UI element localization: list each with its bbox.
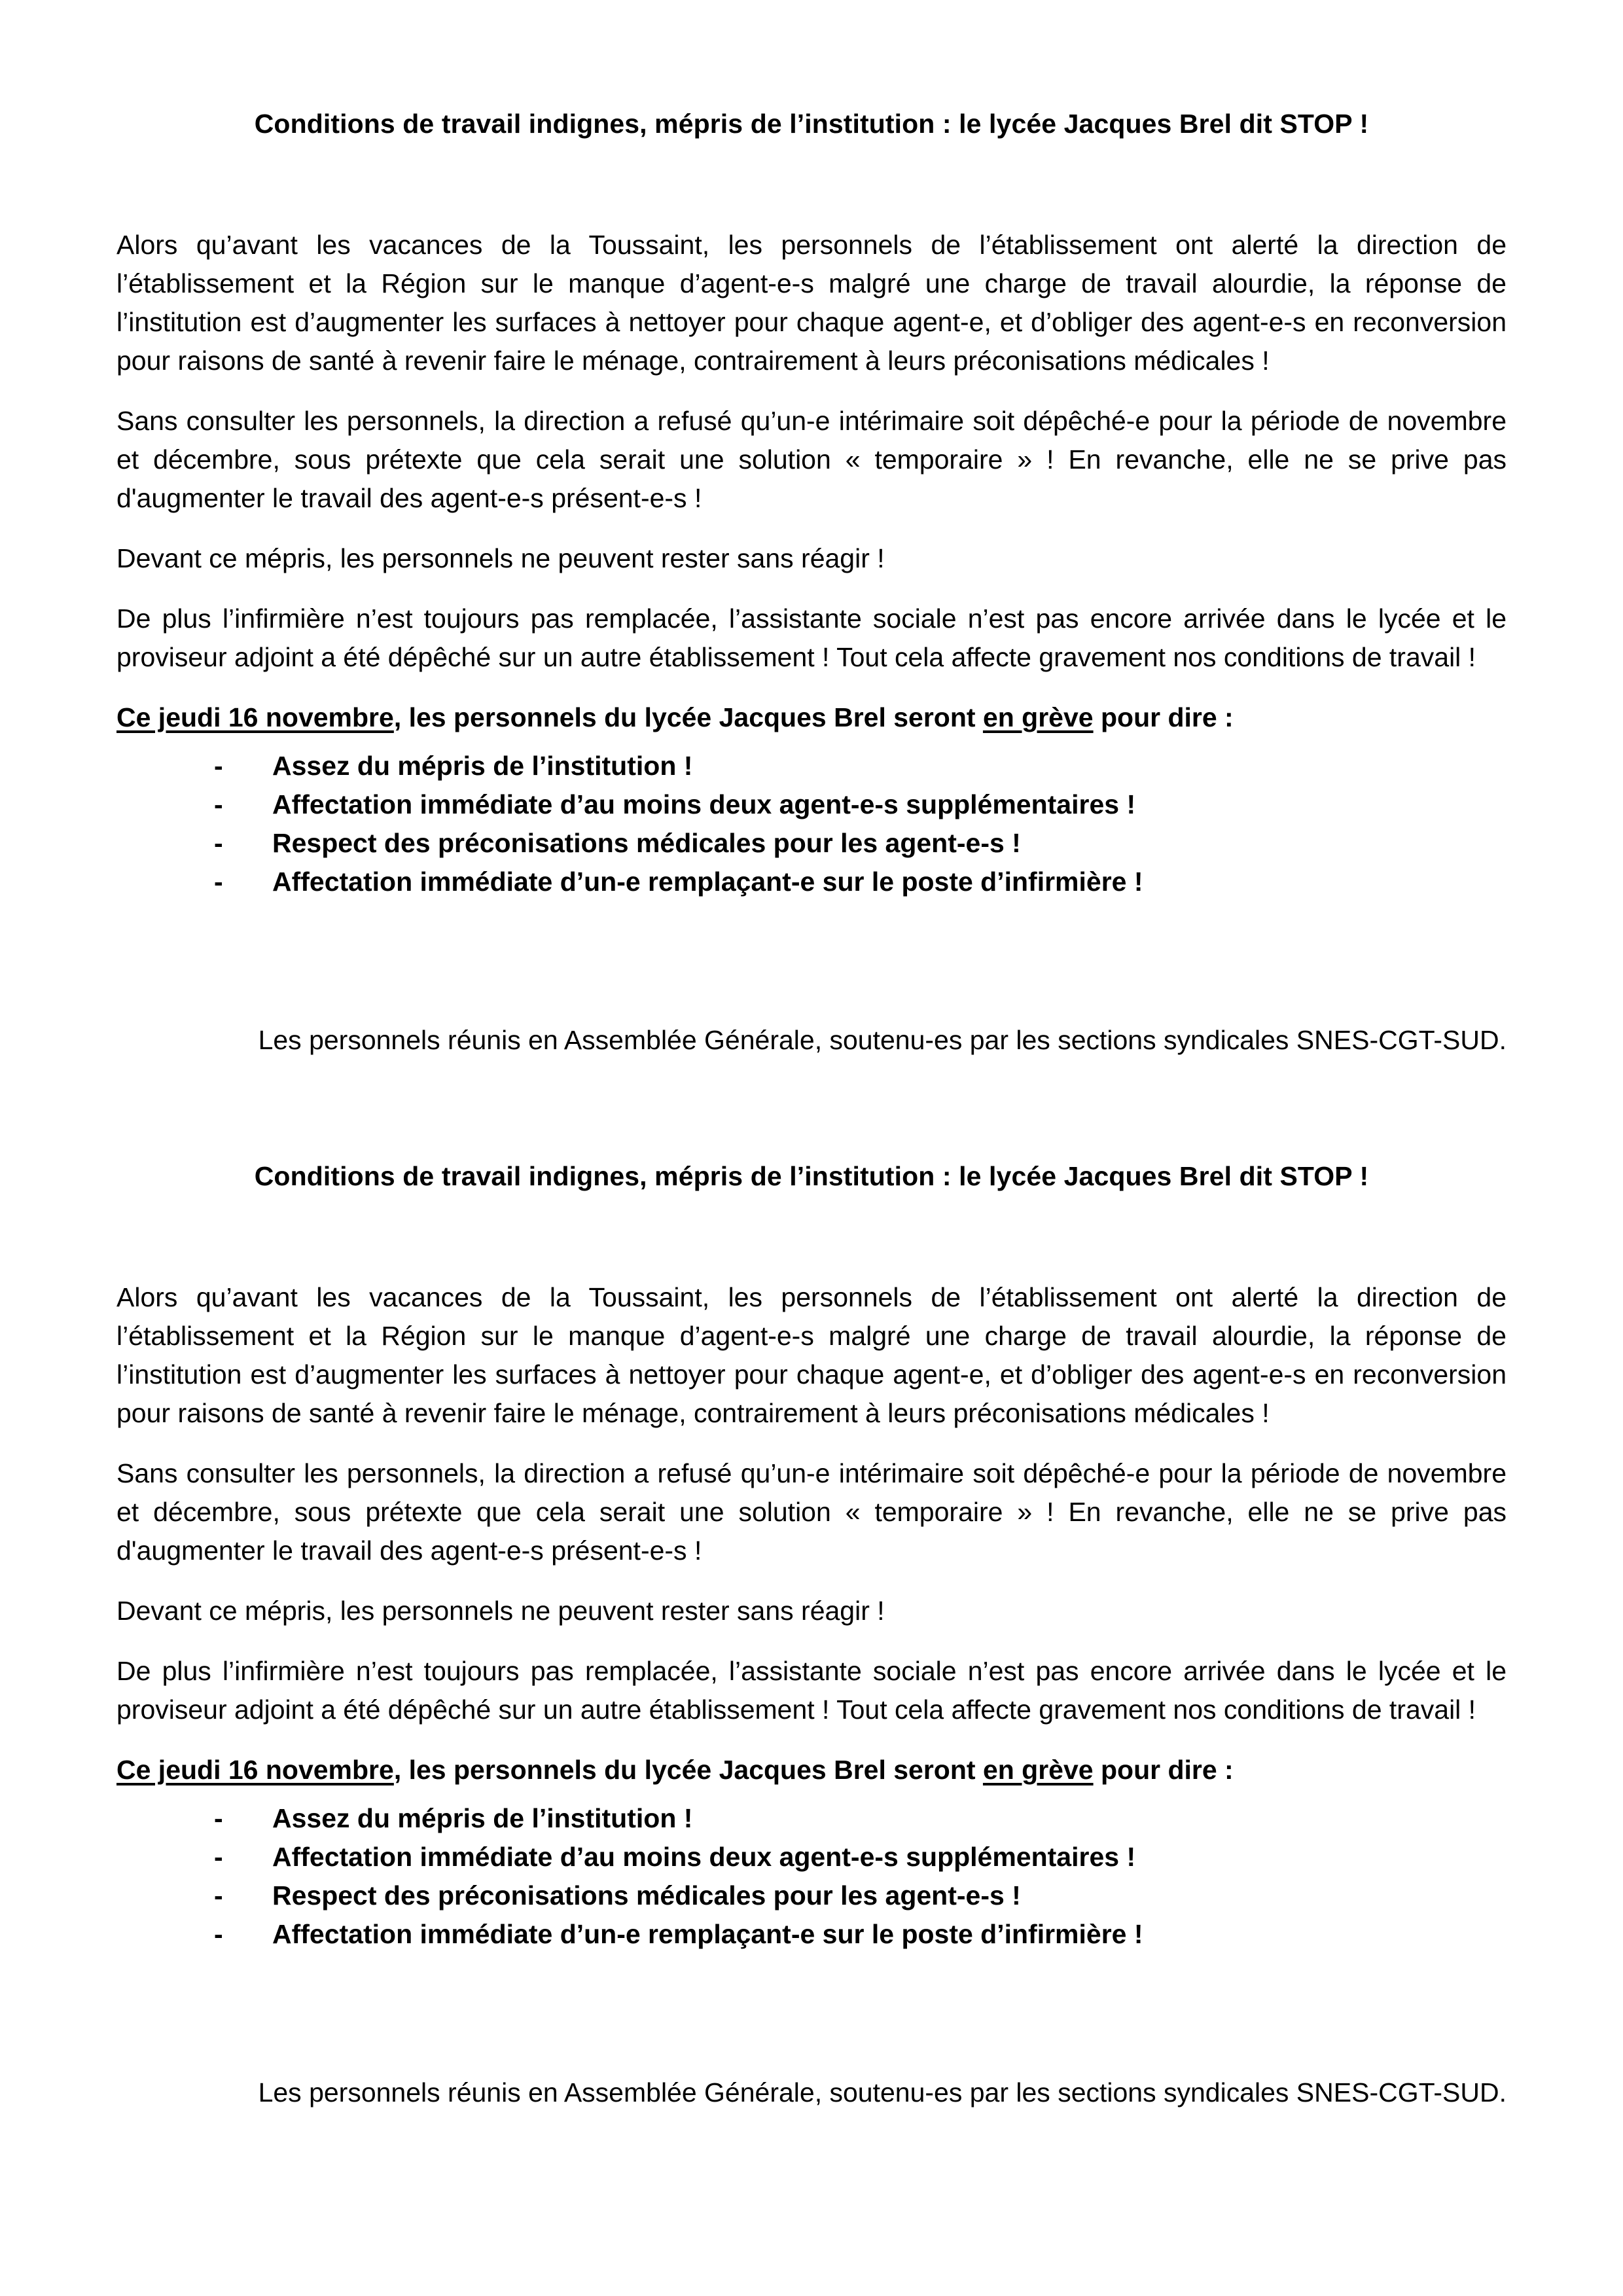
strike-action: en grève — [982, 702, 1094, 732]
paragraph-staffing: De plus l’infirmière n’est toujours pas remplacée, l’assistante sociale n’est pas encore arrivée dans le lycée et le proviseur adjoint a été dépêché sur un autre établissement ! Tout cela affecte gravement nos conditions de travail ! — [116, 603, 1507, 672]
strike-announcement — [116, 1751, 1507, 1789]
signature: Les personnels réunis en Assemblée Générale, soutenu-es par les sections syndicales SNES-CGT-SUD. — [258, 2077, 1507, 2108]
strike-announcement — [116, 698, 1507, 737]
list-item — [116, 824, 1507, 863]
tract-block-1 — [116, 105, 1507, 1055]
list-item — [116, 1915, 1507, 1954]
tract-title: Conditions de travail indignes, mépris de l’institution : le lycée Jacques Brel dit STOP ! — [254, 1161, 1369, 1191]
strike-text: , les personnels du lycée Jacques Brel seront — [393, 1755, 983, 1785]
demand-text: Affectation immédiate d’un-e remplaçant-e sur le poste d’infirmière ! — [272, 1919, 1143, 1949]
demand-text: Assez du mépris de l’institution ! — [272, 751, 693, 781]
demands-list — [116, 1799, 1507, 1954]
paragraph-reaction: Devant ce mépris, les personnels ne peuvent rester sans réagir ! — [116, 543, 885, 573]
dash-bullet: - — [214, 789, 223, 819]
paragraph-context: Alors qu’avant les vacances de la Toussaint, les personnels de l’établissement ont alerté la direction de l’établissement et la Région sur le manque d’agent-e-s malgré une charge de travail alourdie, la réponse de l’institution est d’augmenter les surfaces à nettoyer pour chaque agent-e, et d’obliger des agent-e-s en reconversion pour raisons de santé à revenir faire le ménage, contrairement à leurs préconisations médicales ! — [116, 1282, 1507, 1428]
demand-text: Affectation immédiate d’au moins deux agent-e-s supplémentaires ! — [272, 1842, 1136, 1872]
signature: Les personnels réunis en Assemblée Générale, soutenu-es par les sections syndicales SNES-CGT-SUD. — [258, 1025, 1507, 1055]
demands-list — [116, 747, 1507, 901]
strike-text: , les personnels du lycée Jacques Brel seront — [393, 702, 983, 732]
list-item — [116, 863, 1507, 901]
strike-date: Ce jeudi 16 novembre — [116, 702, 394, 732]
tract-body — [116, 1278, 1507, 1954]
list-item — [116, 1876, 1507, 1915]
list-item — [116, 785, 1507, 824]
paragraph-refusal: Sans consulter les personnels, la direction a refusé qu’un-e intérimaire soit dépêché-e pour la période de novembre et décembre, sous prétexte que cela serait une solution « temporaire » ! En revanche, elle ne se prive pas d'augmenter le travail des agent-e-s présent-e-s ! — [116, 1458, 1507, 1566]
dash-bullet: - — [214, 867, 223, 897]
demand-text: Respect des préconisations médicales pour les agent-e-s ! — [272, 828, 1021, 858]
list-item — [116, 1799, 1507, 1838]
demand-text: Affectation immédiate d’au moins deux agent-e-s supplémentaires ! — [272, 789, 1136, 819]
demand-text: Respect des préconisations médicales pour les agent-e-s ! — [272, 1880, 1021, 1910]
tract-block-2 — [116, 1157, 1507, 2108]
dash-bullet: - — [214, 751, 223, 781]
tract-body — [116, 226, 1507, 901]
dash-bullet: - — [214, 1919, 223, 1949]
dash-bullet: - — [214, 1880, 223, 1910]
dash-bullet: - — [214, 1803, 223, 1833]
demand-text: Assez du mépris de l’institution ! — [272, 1803, 693, 1833]
paragraph-reaction: Devant ce mépris, les personnels ne peuvent rester sans réagir ! — [116, 1596, 885, 1626]
list-item — [116, 1838, 1507, 1876]
paragraph-context: Alors qu’avant les vacances de la Toussaint, les personnels de l’établissement ont alerté la direction de l’établissement et la Région sur le manque d’agent-e-s malgré une charge de travail alourdie, la réponse de l’institution est d’augmenter les surfaces à nettoyer pour chaque agent-e, et d’obliger des agent-e-s en reconversion pour raisons de santé à revenir faire le ménage, contrairement à leurs préconisations médicales ! — [116, 230, 1507, 376]
paragraph-staffing: De plus l’infirmière n’est toujours pas remplacée, l’assistante sociale n’est pas encore arrivée dans le lycée et le proviseur adjoint a été dépêché sur un autre établissement ! Tout cela affecte gravement nos conditions de travail ! — [116, 1656, 1507, 1725]
list-item — [116, 747, 1507, 785]
strike-action: en grève — [982, 1755, 1094, 1785]
dash-bullet: - — [214, 1842, 223, 1872]
paragraph-refusal: Sans consulter les personnels, la direction a refusé qu’un-e intérimaire soit dépêché-e pour la période de novembre et décembre, sous prétexte que cela serait une solution « temporaire » ! En revanche, elle ne se prive pas d'augmenter le travail des agent-e-s présent-e-s ! — [116, 406, 1507, 513]
strike-date: Ce jeudi 16 novembre — [116, 1755, 394, 1785]
strike-text-end: pour dire : — [1093, 1755, 1234, 1785]
demand-text: Affectation immédiate d’un-e remplaçant-e sur le poste d’infirmière ! — [272, 867, 1143, 897]
strike-text-end: pour dire : — [1093, 702, 1234, 732]
dash-bullet: - — [214, 828, 223, 858]
tract-title: Conditions de travail indignes, mépris de l’institution : le lycée Jacques Brel dit STOP ! — [254, 109, 1369, 139]
